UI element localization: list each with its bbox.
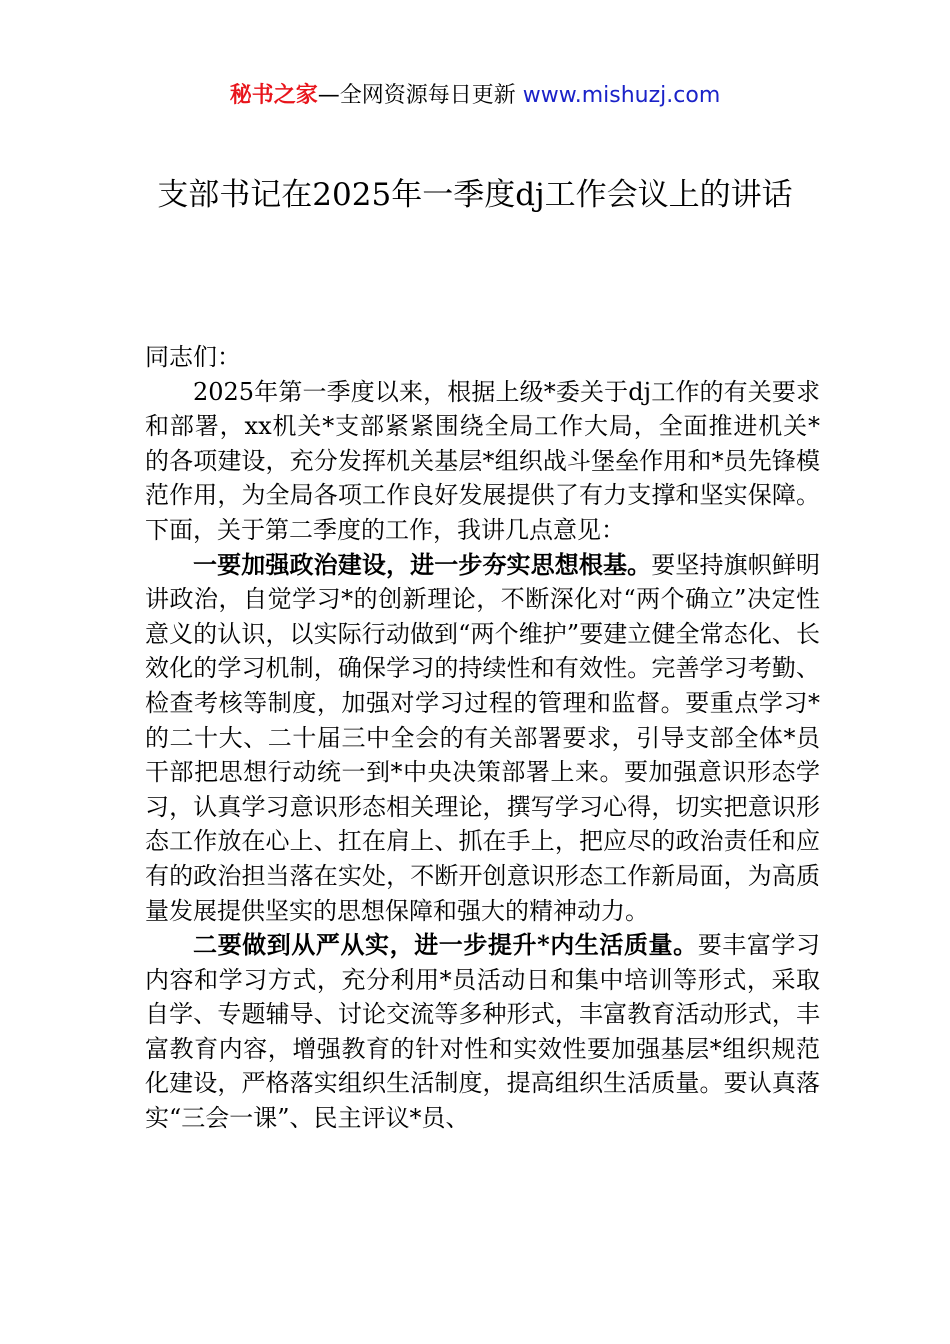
document-body [145,340,820,1136]
site-brand: 秘书之家 [229,83,318,108]
paragraph-3-text: 要丰富学习内容和学习方式，充分利用*员活动日和集中培训等形式，采取自学、专题辅导、讨论交流等多种形式，丰富教育活动形式，丰富教育内容，增强教育的针对性和实效性要加强基层*组织规范化建设，严格落实组织生活制度，提高组织生活质量。要认真落实“三会一课”、民主评议*员、 [145,931,820,1133]
paragraph-3-heading: 二要做到从严从实，进一步提升*内生活质量。 [193,930,698,960]
site-slogan: —全网资源每日更新 [317,83,523,108]
salutation: 同志们： [145,343,241,371]
paragraph-2-text: 要坚持旗帜鲜明讲政治，自觉学习*的创新理论，不断深化对“两个确立”决定性意义的认识，以实际行动做到“两个维护”要建立健全常态化、长效化的学习机制，确保学习的持续性和有效性。完善学习考勤、检查考核等制度，加强对学习过程的管理和监督。要重点学习*的二十大、二十届三中全会的有关部署要求，引导支部全体*员干部把思想行动统一到*中央决策部署上来。要加强意识形态学习，认真学习意识形态相关理论，撰写学习心得，切实把意识形态工作放在心上、扛在肩上、抓在手上，把应尽的政治责任和应有的政治担当落在实处，不断开创意识形态工作新局面，为高质量发展提供坚实的思想保障和强大的精神动力。 [145,550,821,925]
site-url-link[interactable]: www.mishuzj.com [522,83,721,108]
site-header [0,80,950,112]
paragraph-3 [145,928,820,1136]
paragraph-1-text: 2025年第一季度以来，根据上级*委关于dj工作的有关要求和部署，xx机关*支部紧紧围绕全局工作大局，全面推进机关*的各项建设，充分发挥机关基层*组织战斗堡垒作用和*员先锋模范作用，为全局各项工作良好发展提供了有力支撑和坚实保障。下面，关于第二季度的工作，我讲几点意见： [145,377,820,544]
paragraph-2-heading: 一要加强政治建设，进一步夯实思想根基。 [193,549,652,579]
document-title: 支部书记在2025年一季度dj工作会议上的讲话 [157,177,793,213]
paragraph-2 [145,548,820,929]
paragraph-1 [145,375,820,548]
